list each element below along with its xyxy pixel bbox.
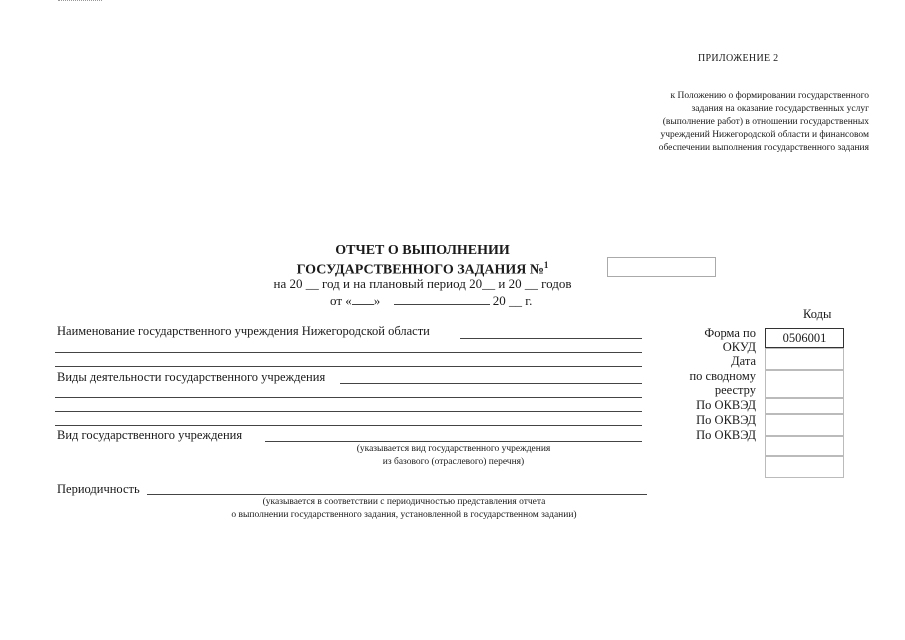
activity-field[interactable]	[340, 383, 642, 384]
scan-edge-mark	[58, 0, 102, 1]
codes-title: Коды	[803, 307, 832, 321]
okved-label-3: По ОКВЭД	[696, 428, 756, 442]
date-prefix: от «	[330, 293, 352, 308]
institution-type-hint-2: из базового (отраслевого) перечня)	[382, 457, 525, 467]
periodicity-hint-2: о выполнении государственного задания, установленной в государственном задании)	[231, 510, 577, 520]
okved-label-1: По ОКВЭД	[696, 398, 756, 412]
appendix-label: ПРИЛОЖЕНИЕ 2	[698, 53, 779, 64]
report-title-text: ГОСУДАРСТВЕННОГО ЗАДАНИЯ №	[296, 262, 544, 278]
registry-code-cell[interactable]	[765, 370, 844, 398]
institution-name-field[interactable]	[460, 338, 642, 339]
institution-name-label: Наименование государственного учреждения Нижегородской области	[57, 324, 430, 338]
date-code-label: Дата	[731, 354, 756, 368]
institution-type-label: Вид государственного учреждения	[57, 428, 243, 442]
activity-field-line3[interactable]	[55, 411, 642, 412]
okved-code-cell-2[interactable]	[765, 414, 844, 436]
periodicity-field[interactable]	[147, 494, 647, 495]
footnote-mark: 1	[543, 260, 549, 270]
institution-type-hint-1: (указывается вид государственного учреждения	[356, 444, 551, 454]
registry-label-1: по сводному	[689, 369, 756, 383]
institution-name-field-line2[interactable]	[55, 352, 642, 353]
activity-field-line4[interactable]	[55, 425, 642, 426]
periodicity-hint-1: (указывается в соответствии с периодичностью представления отчета	[262, 497, 546, 507]
okved-label-2: По ОКВЭД	[696, 413, 756, 427]
institution-type-field[interactable]	[265, 441, 642, 442]
date-code-cell[interactable]	[765, 348, 844, 370]
reference-line-5: обеспечении выполнения государственного задания	[658, 143, 869, 153]
reference-line-1: к Положению о формировании государственного	[670, 91, 869, 101]
reference-line-3: (выполнение работ) в отношении государственных	[662, 117, 869, 127]
period-line: на 20 __ год и на плановый период 20__ и 20 __ годов	[273, 276, 572, 291]
okved-code-cell-1[interactable]	[765, 398, 844, 414]
activity-label: Виды деятельности государственного учреждения	[57, 370, 326, 384]
reference-line-4: учреждений Нижегородской области и финансовом	[660, 130, 869, 140]
registry-label-2: реестру	[714, 383, 756, 397]
task-number-field[interactable]	[607, 257, 716, 277]
report-title-line1: ОТЧЕТ О ВЫПОЛНЕНИИ	[335, 243, 510, 258]
activity-field-line2[interactable]	[55, 397, 642, 398]
okud-code-cell: 0506001	[765, 328, 844, 348]
reference-line-2: задания на оказание государственных услуг	[691, 104, 869, 114]
institution-name-field-line3[interactable]	[55, 366, 642, 367]
date-month-field[interactable]	[394, 304, 490, 305]
date-day-field[interactable]	[352, 304, 374, 305]
report-date-line	[330, 293, 532, 309]
periodicity-label: Периодичность	[57, 482, 140, 496]
okud-label-1: Форма по	[704, 326, 756, 340]
date-mid: »	[373, 293, 381, 308]
date-year: 20 __ г.	[492, 293, 533, 308]
okved-code-cell-4[interactable]	[765, 456, 844, 478]
okved-code-cell-3[interactable]	[765, 436, 844, 456]
okud-label-2: ОКУД	[722, 340, 756, 354]
